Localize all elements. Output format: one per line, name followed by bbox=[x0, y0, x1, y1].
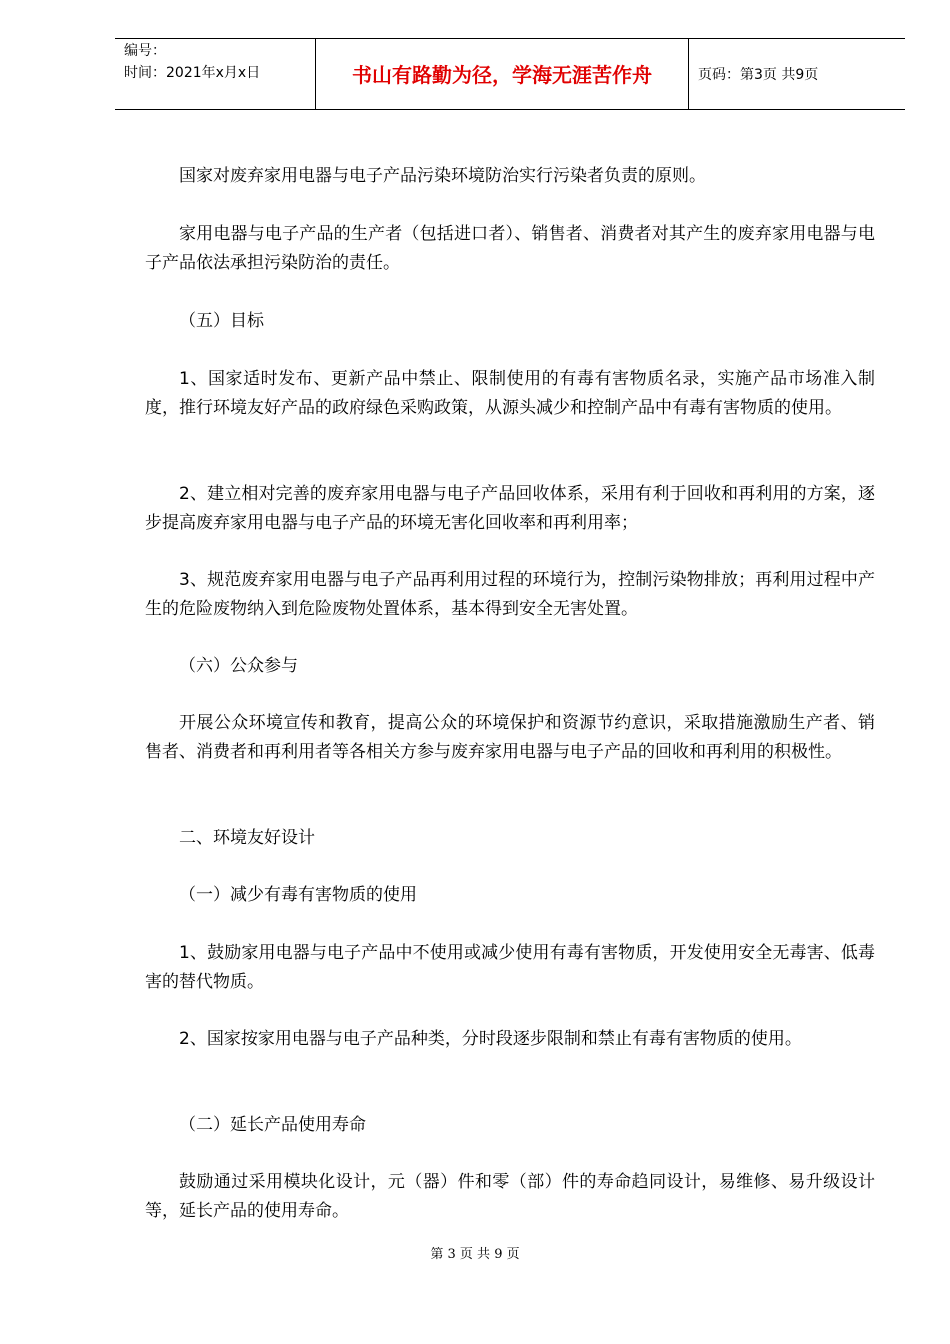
section-heading: （五）目标 bbox=[179, 311, 264, 331]
header-meta-cell bbox=[115, 39, 316, 109]
section-heading: （一）减少有毒有害物质的使用 bbox=[179, 885, 417, 905]
paragraph: 鼓励通过采用模块化设计，元（器）件和零（部）件的寿命趋同设计，易维修、易升级设计等，延长产品的使用寿命。 bbox=[145, 1172, 875, 1221]
page-header bbox=[115, 38, 905, 110]
paragraph: 开展公众环境宣传和教育，提高公众的环境保护和资源节约意识，采取措施激励生产者、销售者、消费者和再利用者等各相关方参与废弃家用电器与电子产品的回收和再利用的积极性。 bbox=[145, 713, 875, 762]
time-label: 时间：2021年x月x日 bbox=[124, 65, 261, 81]
paragraph: 2、建立相对完善的废弃家用电器与电子产品回收体系，采用有利于回收和再利用的方案，逐步提高废弃家用电器与电子产品的环境无害化回收率和再利用率； bbox=[145, 484, 875, 533]
section-heading: （六）公众参与 bbox=[179, 656, 298, 676]
serial-label: 编号： bbox=[124, 43, 166, 59]
header-motto-cell bbox=[316, 39, 689, 109]
header-page-cell bbox=[689, 39, 905, 109]
paragraph: 1、鼓励家用电器与电子产品中不使用或减少使用有毒有害物质，开发使用安全无毒害、低毒害的替代物质。 bbox=[145, 943, 875, 992]
paragraph: 2、国家按家用电器与电子产品种类，分时段逐步限制和禁止有毒有害物质的使用。 bbox=[179, 1029, 802, 1049]
motto-text: 书山有路勤为径，学海无涯苦作舟 bbox=[352, 63, 652, 87]
paragraph: 1、国家适时发布、更新产品中禁止、限制使用的有毒有害物质名录，实施产品市场准入制度，推行环境友好产品的政府绿色采购政策，从源头减少和控制产品中有毒有害物质的使用。 bbox=[145, 369, 875, 418]
paragraph: 家用电器与电子产品的生产者（包括进口者）、销售者、消费者对其产生的废弃家用电器与电子产品依法承担污染防治的责任。 bbox=[145, 224, 875, 273]
section-heading: （二）延长产品使用寿命 bbox=[179, 1115, 366, 1135]
page-number-label: 页码：第3页 共9页 bbox=[698, 67, 819, 83]
paragraph: 3、规范废弃家用电器与电子产品再利用过程的环境行为，控制污染物排放；再利用过程中产生的危险废物纳入到危险废物处置体系，基本得到安全无害处置。 bbox=[145, 570, 875, 619]
paragraph: 国家对废弃家用电器与电子产品污染环境防治实行污染者负责的原则。 bbox=[179, 166, 706, 186]
page-footer: 第 3 页 共 9 页 bbox=[430, 1247, 520, 1262]
chapter-heading: 二、环境友好设计 bbox=[179, 828, 315, 848]
